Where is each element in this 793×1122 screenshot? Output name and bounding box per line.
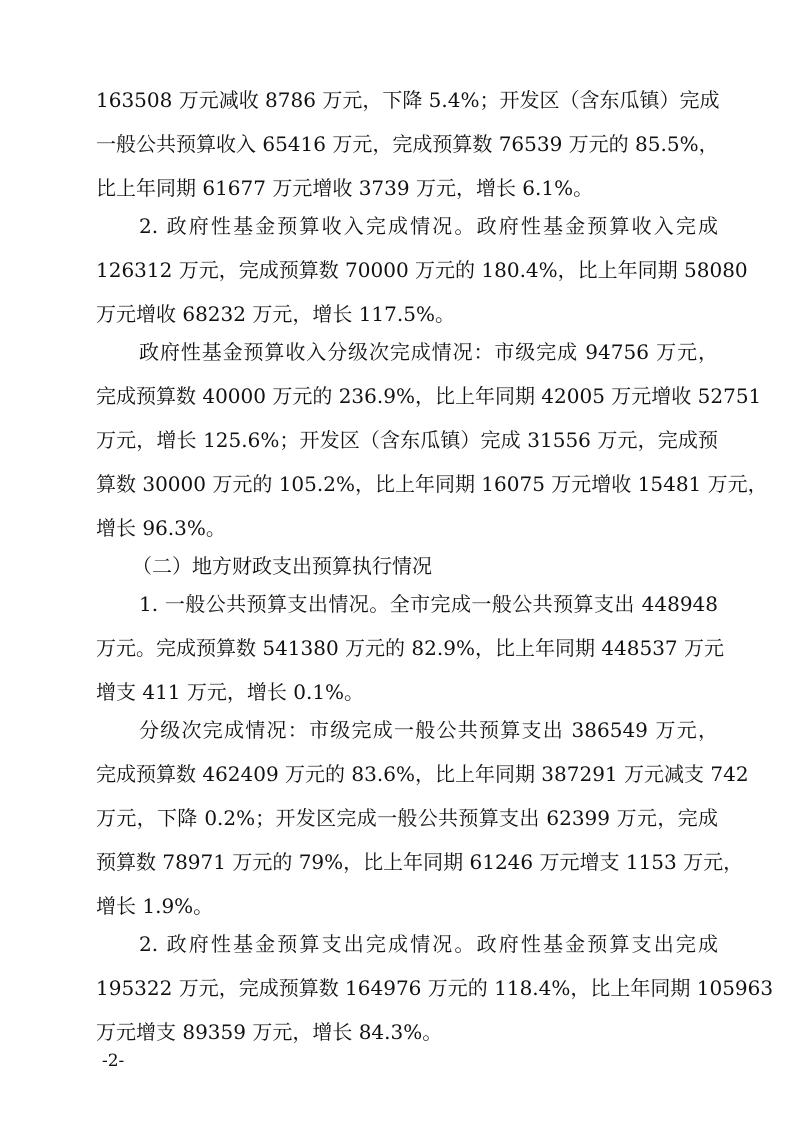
paragraph-line: 万元，增长 125.6%；开发区（含东瓜镇）完成 31556 万元，完成预 xyxy=(96,428,718,452)
paragraph-line: 万元增收 68232 万元，增长 117.5%。 xyxy=(96,302,455,326)
paragraph-line: 一般公共预算收入 65416 万元，完成预算数 76539 万元的 85.5%， xyxy=(96,132,719,156)
paragraph-line: 万元，下降 0.2%；开发区完成一般公共预算支出 62399 万元，完成 xyxy=(96,806,718,830)
paragraph-line: 增长 96.3%。 xyxy=(96,516,226,540)
page-number: -2- xyxy=(102,1051,125,1071)
paragraph-line: 预算数 78971 万元的 79%，比上年同期 61246 万元增支 1153 万元， xyxy=(96,850,744,874)
paragraph-line: 2. 政府性基金预算支出完成情况。政府性基金预算支出完成 xyxy=(139,932,718,956)
paragraph-line: 万元增支 89359 万元，增长 84.3%。 xyxy=(96,1020,443,1044)
paragraph-line: 增支 411 万元，增长 0.1%。 xyxy=(96,680,365,704)
section-heading: （二）地方财政支出预算执行情况 xyxy=(132,554,432,578)
paragraph-line: 完成预算数 462409 万元的 83.6%，比上年同期 387291 万元减支 742 xyxy=(96,762,749,786)
paragraph-line: 195322 万元，完成预算数 164976 万元的 118.4%，比上年同期 105963 xyxy=(96,976,774,1000)
paragraph-line: 163508 万元减收 8786 万元，下降 5.4%；开发区（含东瓜镇）完成 xyxy=(96,88,720,112)
paragraph-line: 算数 30000 万元的 105.2%，比上年同期 16075 万元增收 15481 万元， xyxy=(96,472,768,496)
paragraph-line: 政府性基金预算收入分级次完成情况：市级完成 94756 万元， xyxy=(139,340,718,364)
paragraph-line: 完成预算数 40000 万元的 236.9%，比上年同期 42005 万元增收 52751 xyxy=(96,384,762,408)
paragraph-line: 分级次完成情况：市级完成一般公共预算支出 386549 万元， xyxy=(139,718,718,742)
paragraph-line: 增长 1.9%。 xyxy=(96,894,214,918)
paragraph-line: 比上年同期 61677 万元增收 3739 万元，增长 6.1%。 xyxy=(96,176,594,200)
paragraph-line: 126312 万元，完成预算数 70000 万元的 180.4%，比上年同期 58080 xyxy=(96,258,748,282)
paragraph-line: 万元。完成预算数 541380 万元的 82.9%，比上年同期 448537 万元 xyxy=(96,636,725,660)
paragraph-line: 1. 一般公共预算支出情况。全市完成一般公共预算支出 448948 xyxy=(139,592,718,616)
paragraph-line: 2. 政府性基金预算收入完成情况。政府性基金预算收入完成 xyxy=(139,214,718,238)
